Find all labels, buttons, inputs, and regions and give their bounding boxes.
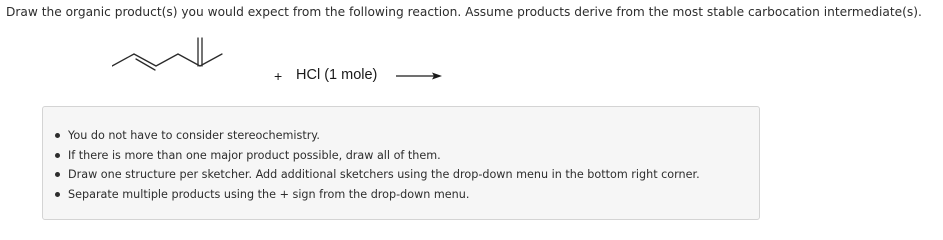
diene-structure xyxy=(112,32,252,72)
instruction-text: If there is more than one major product possible, draw all of them. xyxy=(68,148,441,162)
bond-c4-c5 xyxy=(178,54,200,66)
list-item xyxy=(52,146,700,166)
reaction-arrow-icon xyxy=(396,71,442,81)
bond-c3-c4 xyxy=(156,54,178,66)
bullet-icon xyxy=(55,153,60,158)
instruction-text: Separate multiple products using the + sign from the drop-down menu. xyxy=(68,187,470,201)
instruction-text: Draw one structure per sketcher. Add additional sketchers using the drop-down menu in the bottom right corner. xyxy=(68,168,700,181)
bullet-icon xyxy=(55,133,60,138)
bond-c1-c2 xyxy=(112,54,134,66)
instructions-box xyxy=(42,106,760,220)
bullet-icon xyxy=(55,172,60,177)
bond-c5-c6 xyxy=(200,54,222,66)
list-item xyxy=(52,165,700,185)
list-item xyxy=(52,126,700,146)
question-prompt: Draw the organic product(s) you would expect from the following reaction. Assume products derive from the most stable carbocation intermediate(s). xyxy=(6,5,922,19)
instruction-text: You do not have to consider stereochemistry. xyxy=(68,129,320,142)
bullet-icon xyxy=(55,192,60,197)
reagent-label: HCl (1 mole) xyxy=(296,67,378,83)
instructions-list xyxy=(52,126,700,204)
plus-sign: + xyxy=(274,68,283,84)
reaction-scheme xyxy=(0,30,943,100)
list-item xyxy=(52,185,700,205)
